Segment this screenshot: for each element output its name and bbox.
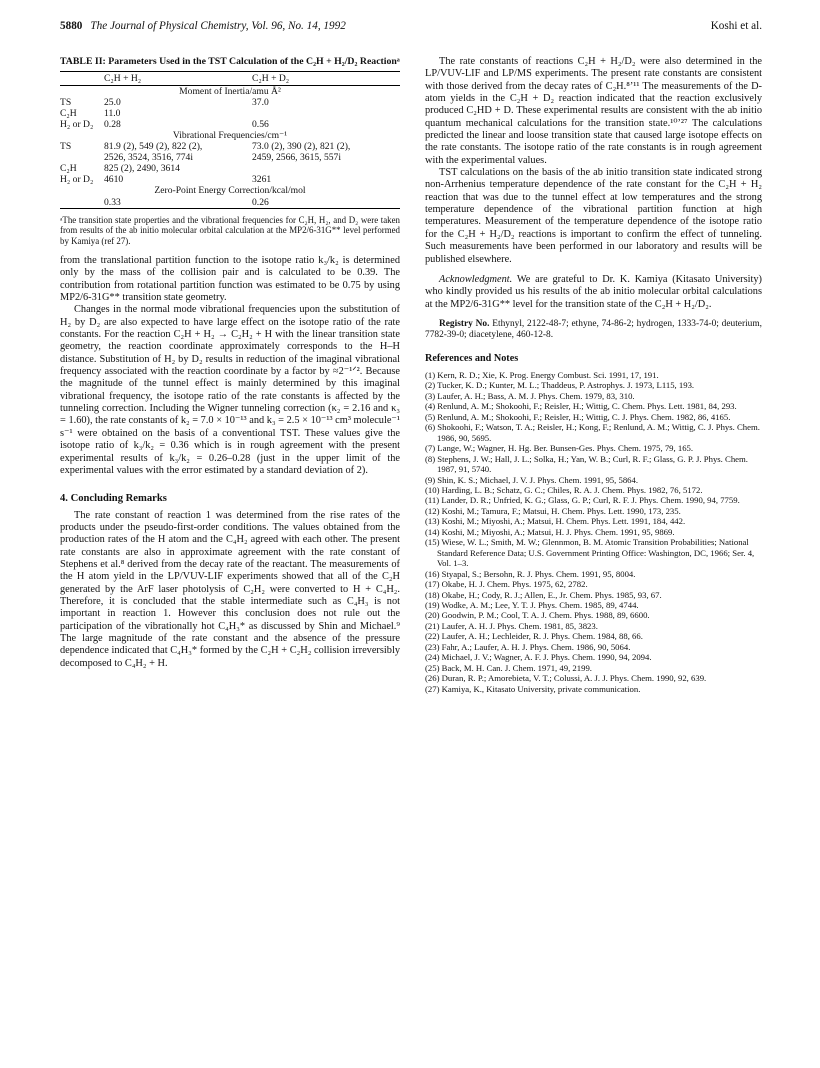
references-heading: References and Notes [425, 352, 519, 364]
table-cell-d2 [252, 108, 400, 119]
reference-item: (15) Wiese, W. L.; Smith, M. W.; Glennmon, B. M. Atomic Transition Probabilities; National Standard Reference Data; U.S. Government Printing Office: Washington, DC, 1966; Ser. 4, Vol. 1–3. [425, 537, 755, 569]
acknowledgment-text: We are grateful to Dr. K. Kamiya (Kitasato University) who kindly provided us his results of the ab initio molecular orbital calculations at the MP2/6-31G** level for the transition state of the C₂H + H₂/D₂. [425, 273, 762, 310]
reference-item: (19) Wodke, A. M.; Lee, Y. T. J. Phys. Chem. 1985, 89, 4744. [425, 600, 639, 610]
journal-citation: The Journal of Physical Chemistry, Vol. 96, No. 14, 1992 [90, 20, 346, 32]
table-cell-h2: 25.0 [104, 96, 121, 108]
table-row-label: TS [60, 96, 72, 108]
table-header-blank [60, 71, 104, 85]
table-section-row [60, 185, 400, 196]
table-cell-h2: 0.28 [104, 118, 121, 130]
reference-item: (27) Kamiya, K., Kitasato University, private communication. [425, 683, 641, 694]
table-block [60, 56, 400, 247]
registry [425, 319, 762, 342]
right-column [425, 56, 762, 694]
table-caption: TABLE II: Parameters Used in the TST Calculation of the C₂H + H₂/D₂ Reactionᵃ [60, 56, 400, 67]
registry-text: Ethynyl, 2122-48-7; ethyne, 74-86-2; hydrogen, 1333-74-0; deuterium, 7782-39-0; diacetylene, 460-12-8. [425, 318, 763, 341]
table-section-row [60, 130, 400, 141]
table-cell-d2: 37.0 [252, 96, 269, 108]
table-row [60, 174, 400, 185]
body-paragraph: TST calculations on the basis of the ab initio transition state indicated strong non-Arrhenius temperature dependence of the rate constant for the C₂H + H₂ reaction that was due to the tunnel effect at low temperatures and the strong temperature dependence of the vibrational partition function at high temperatures. Measurement of the temperature dependence of the isotope ratio for the C₂H + H₂/D₂ reactions is important to confirm the effect of tunneling. Such measurements have been performed in our laboratory and results will be published elsewhere. [425, 167, 762, 265]
reference-item: (18) Okabe, H.; Cody, R. J.; Allen, E., Jr. Chem. Phys. 1985, 93, 67. [425, 589, 662, 600]
table-row-label: H₂ or D₂ [60, 174, 94, 186]
header-left [60, 20, 346, 32]
reference-item: (26) Duran, R. P.; Amorebieta, V. T.; Colussi, A. J. J. Phys. Chem. 1990, 92, 639. [425, 673, 707, 684]
reference-item: (1) Kern, R. D.; Xie, K. Prog. Energy Combust. Sci. 1991, 17, 191. [425, 370, 659, 381]
reference-item: (6) Shokoohi, F.; Watson, T. A.; Reisler, H.; Kong, F.; Renlund, A. M.; Wittig, C. J. Phys. Chem. 1986, 90, 5695. [425, 422, 760, 443]
table-cell-d2: 0.56 [252, 118, 269, 130]
table-row [60, 97, 400, 108]
table-section-title: Zero-Point Energy Correction/kcal/mol [154, 185, 306, 197]
table-cell-d2 [252, 163, 400, 174]
body-paragraph: Changes in the normal mode vibrational frequencies upon the substitution of H₂ by D₂ are also expected to have large effect on the isotope ratio of the rate constants. For the reaction C₂H + H₂ → C₂H₂ + H with the linear transition state geometry, the reaction coordinate approximately corresponds to the H–H distance. Substitution of H₂ by D₂ results in reduction of the imaginal vibrational frequency associated with the reaction coordinate by a factor by ≈2⁻¹ᐟ². Because the magnitude of the tunnel effect is mainly determined by this imaginal vibrational frequency, the isotope ratio of the rate constants is affected by the tunneling correction. Including the Wigner tunneling correction (κ₂ = 2.16 and κ₃ = 1.60), the rate constants of k₂ = 7.0 × 10⁻¹³ and k₃ = 2.5 × 10⁻¹³ cm³ molecule⁻¹ s⁻¹ were obtained on the basis of a conventional TST. These values give the isotope ratio of k₃/k₂ = 0.36 which is in rough agreement with the present experimental results of k₃/k₂ = 0.26–0.28 (just in the upper limit of the experimental values with the error estimated by a standard deviation of 2). [60, 304, 400, 476]
left-body [60, 255, 400, 477]
reference-item: (22) Laufer, A. H.; Lechleider, R. J. Phys. Chem. 1984, 88, 66. [425, 631, 643, 642]
reference-item: (24) Michael, J. V.; Wagner, A. F. J. Phys. Chem. 1990, 94, 2094. [425, 652, 652, 663]
table-row-label [60, 197, 104, 209]
table-cell-h2: 4610 [104, 174, 124, 186]
body-paragraph: from the translational partition function to the isotope ratio k₃/k₂ is determined only by the mass of the collision pair and is calculated to be 0.39. The contribution from rotational partition function was estimated to be 0.75 by using MP2/6-31G** transition state geometry. [60, 255, 400, 304]
reference-item: (16) Styapal, S.; Bersohn, R. J. Phys. Chem. 1991, 95, 8004. [425, 568, 636, 579]
table-row [60, 152, 400, 163]
table-cell-d2: 3261 [252, 174, 272, 186]
table-cell-h2: 2526, 3524, 3516, 774i [104, 152, 194, 164]
reference-item: (7) Lange, W.; Wagner, H. Hg. Ber. Bunsen-Ges. Phys. Chem. 1975, 79, 165. [425, 443, 694, 454]
table-header-row [60, 71, 400, 85]
table-header-d2: C₂H + D₂ [252, 71, 400, 85]
table-row [60, 108, 400, 119]
left-column [60, 56, 400, 670]
table-row-label: H₂ or D₂ [60, 118, 94, 130]
acknowledgment [425, 274, 762, 311]
reference-item: (11) Lander, D. R.; Unfried, K. G.; Glass, G. P.; Curl, R. F. J. Phys. Chem. 1990, 94, 7759. [425, 495, 740, 506]
reference-item: (14) Koshi, M.; Miyoshi, A.; Matsui, H. J. Phys. Chem. 1991, 95, 9869. [425, 526, 675, 537]
table-row [60, 163, 400, 174]
reference-item: (2) Tucker, K. D.; Kunter, M. L.; Thaddeus, P. Astrophys. J. 1973, L115, 193. [425, 380, 695, 391]
reference-item: (8) Stephens, J. W.; Hall, J. L.; Solka, H.; Yan, W. B.; Curl, R. F.; Glass, G. P. J. Phys. Chem. 1987, 91, 5740. [425, 453, 748, 475]
table-cell-d2: 73.0 (2), 390 (2), 821 (2), [252, 141, 351, 153]
reference-item: (25) Back, M. H. Can. J. Chem. 1971, 49, 2199. [425, 662, 592, 673]
table-header-h2: C₂H + H₂ [104, 71, 252, 85]
table-row [60, 141, 400, 152]
table-row-label: C₂H [60, 107, 77, 119]
table-cell-d2: 0.26 [252, 197, 400, 209]
reference-item: (13) Koshi, M.; Miyoshi, A.; Matsui, H. Chem. Phys. Lett. 1991, 184, 442. [425, 516, 686, 527]
table-row-label: C₂H [60, 163, 77, 175]
registry-label: Registry No. [439, 318, 490, 329]
table-cell-h2: 825 (2), 2490, 3614 [104, 163, 180, 175]
table-cell-d2: 2459, 2566, 3615, 557i [252, 152, 342, 164]
reference-item: (17) Okabe, H. J. Chem. Phys. 1975, 62, 2782. [425, 579, 588, 590]
reference-item: (4) Renlund, A. M.; Shokoohi, F.; Reisler, H.; Wittig, C. Chem. Phys. Lett. 1981, 84, 293. [425, 401, 737, 412]
reference-item: (12) Koshi, M.; Tamura, F.; Matsui, H. Chem. Phys. Lett. 1990, 173, 235. [425, 505, 681, 516]
acknowledgment-label: Acknowledgment. [439, 273, 513, 285]
table-cell-h2: 81.9 (2), 549 (2), 822 (2), [104, 141, 203, 153]
table-section-row [60, 85, 400, 97]
table-cell-h2: 0.33 [104, 197, 252, 209]
reference-item: (10) Harding, L. B.; Schatz, G. C.; Chiles, R. A. J. Chem. Phys. 1982, 76, 5172. [425, 485, 703, 496]
reference-item: (9) Shin, K. S.; Michael, J. V. J. Phys. Chem. 1991, 95, 5864. [425, 474, 639, 485]
table-section-title: Moment of Inertia/amu Å² [179, 85, 281, 97]
table-row [60, 119, 400, 130]
page-header [60, 20, 762, 38]
reference-item: (5) Renlund, A. M.; Shokoohi, F.; Reisler, H.; Wittig, C. J. Phys. Chem. 1982, 86, 4165. [425, 411, 731, 422]
reference-item: (23) Fahr, A.; Laufer, A. H. J. Phys. Chem. 1986, 90, 5064. [425, 641, 631, 652]
body-paragraph: The rate constant of reaction 1 was determined from the rise rates of the products under the pseudo-first-order conditions. The values obtained from the production rates of the H atom and the C₄H₂ agreed with each other. The present rate constants are also in approximate agreement with the rate constant of Stephens et al.⁸ derived from the decay rate of the reactant. The measurements of the H atom yield in the LP/VUV-LIF experiments showed that all of the C₂H generated by the ArF laser photolysis of C₂H₂ were converted to H + C₄H₂. Therefore, it is concluded that the stable intermediate such as C₄H₃ is not important in reaction 1. However this conclusion does not rule out the participation of the vibrationally hot C₄H₃* as discussed by Shin and Michael.⁹ The large magnitude of the rate constant and the absence of the pressure dependence indicated that C₄H₃* formed by the C₂H + C₂H₂ collision irreversibly decomposed to C₄H₂ + H. [60, 509, 400, 669]
table-footnote: ᵃThe transition state properties and the vibrational frequencies for C₂H, H₂, and D₂ were taken from results of the ab initio molecular orbital calculation at the MP2/6-31G** level performed by Kamiya (ref 27). [60, 214, 400, 247]
reference-item: (3) Laufer, A. H.; Bass, A. M. J. Phys. Chem. 1979, 83, 310. [425, 390, 635, 401]
running-authors: Koshi et al. [710, 20, 762, 32]
table-section-title: Vibrational Frequencies/cm⁻¹ [172, 129, 288, 141]
reference-item: (21) Laufer, A. H. J. Phys. Chem. 1981, 85, 3823. [425, 620, 598, 631]
table-row-label: TS [60, 141, 72, 153]
section-heading: 4. Concluding Remarks [60, 493, 167, 505]
body-paragraph: The rate constants of reactions C₂H + H₂/D₂ were also determined in the LP/VUV-LIF and LP/MS experiments. The present rate constants are consistent with those derived from the decay rates of C₂H.⁸ʼ¹¹ The measurements of the D-atom yields in the C₂H + D₂ reaction indicated that the reaction exclusively produced C₂HD + D. These experimental results are consistent with the ab initio quantum mechanical calculations for the transition state.¹⁰ʼ²⁷ The calculations predicted the linear and loose transition state that caused large isotope effects on the rate constants. The isotope ratio of the rate constants is in rough agreement with the experimental values. [425, 56, 762, 166]
table-row [60, 197, 400, 209]
reference-item: (20) Goodwin, P. M.; Cool, T. A. J. Chem. Phys. 1988, 89, 6600. [425, 610, 650, 621]
table-row-label [60, 152, 104, 163]
page-number: 5880 [60, 20, 83, 32]
parameters-table [60, 71, 400, 209]
table-cell-h2: 11.0 [104, 107, 121, 119]
references-list [425, 370, 762, 694]
